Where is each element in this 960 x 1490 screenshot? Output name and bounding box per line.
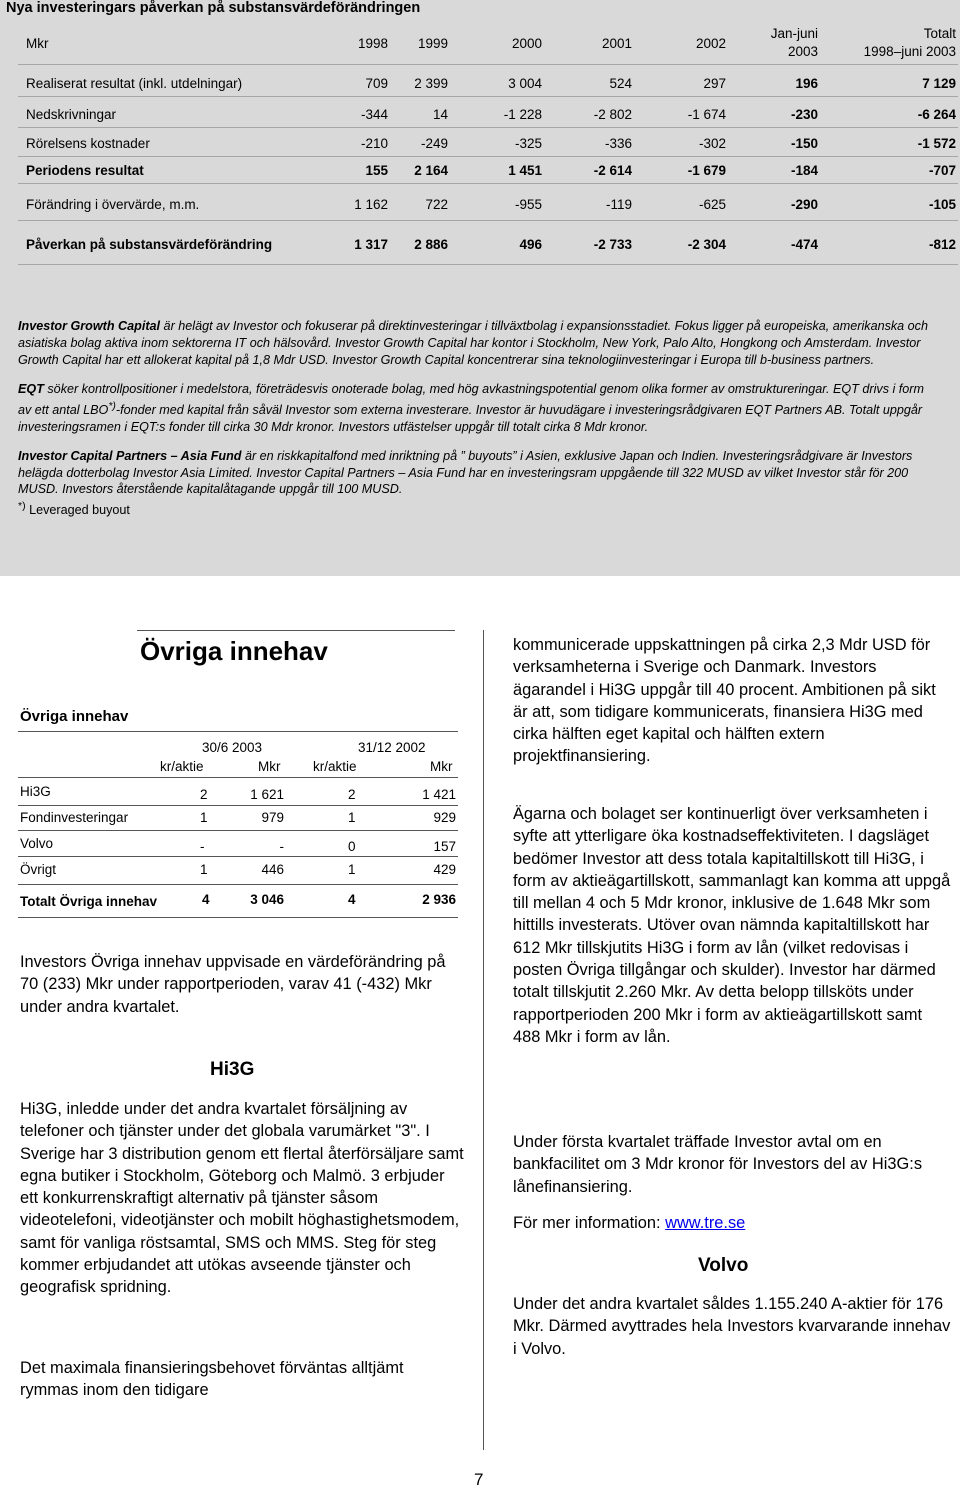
- cell: 709: [365, 76, 388, 91]
- cell: -1 572: [917, 136, 956, 151]
- more-info-label: För mer information:: [513, 1214, 666, 1232]
- row-label: Övrigt: [20, 862, 57, 877]
- cell: 1 162: [354, 197, 388, 212]
- table-title-ovriga: Övriga innehav: [20, 708, 129, 725]
- cell: 1 451: [508, 163, 542, 178]
- column-divider: [483, 630, 484, 1450]
- cell: 297: [703, 76, 726, 91]
- cell: 1: [200, 862, 208, 877]
- unit-header-kr-2: kr/aktie: [313, 759, 357, 774]
- note-eqt: [18, 381, 938, 436]
- row-rule: [18, 884, 458, 885]
- footnote-text: Leveraged buyout: [25, 503, 130, 518]
- row-label: Hi3G: [20, 784, 51, 799]
- ovriga-intro: Investors Övriga innehav uppvisade en värdeförändring på 70 (233) Mkr under rapportperioden, varav 41 (-432) Mkr under andra kvartalet.: [20, 953, 446, 1016]
- hi3g-paragraph-3: kommunicerade uppskattningen på cirka 2,3 Mdr USD för verksamheterna i Sverige och Danmark. Investors ägarandel i Hi3G uppgår till 40 procent. Ambitionen på sikt är att, som tidigare kommunicerats, finansiera Hi3G med cirka hälften eget kapital och hälften extern projektfinansiering.: [513, 636, 936, 766]
- page-number: 7: [474, 1470, 484, 1489]
- unit-header-mkr-2: Mkr: [430, 759, 453, 774]
- cell: -1 674: [687, 107, 726, 122]
- total-rule: [18, 917, 458, 918]
- cell: -230: [790, 107, 818, 122]
- cell: 524: [609, 76, 632, 91]
- table-title-rule: [18, 731, 458, 732]
- note-growth-capital-name: Investor Growth Capital: [18, 319, 161, 333]
- row-rule: [18, 805, 458, 806]
- header-2001: 2001: [601, 36, 632, 51]
- total-cell: 2 936: [422, 892, 456, 907]
- cell: 446: [261, 862, 284, 877]
- header-rule: [18, 64, 958, 65]
- cell: -2 802: [593, 107, 632, 122]
- more-info: [513, 1212, 953, 1234]
- investments-impact-table: [0, 0, 960, 300]
- cell: 2 399: [414, 76, 448, 91]
- cell: 7 129: [922, 76, 956, 91]
- cell: -184: [790, 163, 818, 178]
- section-heading-hi3g: Hi3G: [210, 1059, 255, 1080]
- cell: -150: [790, 136, 818, 151]
- header-1999: 1999: [417, 36, 448, 51]
- header-jan-juni-year: 2003: [787, 44, 818, 59]
- row-rule: [18, 830, 458, 831]
- cell: 2 164: [414, 163, 448, 178]
- cell: -: [200, 839, 205, 854]
- cell: 14: [432, 107, 448, 122]
- row-rule: [18, 127, 958, 128]
- header-2002: 2002: [695, 36, 726, 51]
- cell: -325: [514, 136, 542, 151]
- cell: -812: [928, 237, 956, 252]
- cell: 196: [795, 76, 818, 91]
- cell: -2 304: [687, 237, 726, 252]
- cell: -119: [605, 197, 632, 212]
- cell: -105: [928, 197, 956, 212]
- row-label: Volvo: [20, 836, 54, 851]
- note-eqt-text: söker kontrollpositioner i medelstora, företrädesvis onoterade bolag, med hög avkastningspotential genom olika former av omstruktureringar. EQT drivs i form av ett antal LBO: [18, 381, 924, 417]
- row-rule: [18, 183, 958, 184]
- cell: -1 228: [503, 107, 542, 122]
- cell: 0: [348, 839, 356, 854]
- cell: -2 733: [593, 237, 632, 252]
- cell: -: [279, 839, 284, 854]
- cell: -474: [790, 237, 818, 252]
- total-cell: 3 046: [250, 892, 284, 907]
- cell: 929: [433, 810, 456, 825]
- row-rule: [18, 856, 458, 857]
- row-label: Förändring i övervärde, m.m.: [26, 197, 200, 212]
- tre-se-link[interactable]: www.tre.se: [665, 1214, 746, 1232]
- hi3g-paragraph-2: Det maximala finansieringsbehovet förväntas alltjämt rymmas inom den tidigare: [20, 1359, 404, 1400]
- cell: 1 621: [250, 787, 284, 802]
- volvo-paragraph: Under det andra kvartalet såldes 1.155.240 A-aktier för 176 Mkr. Därmed avyttrades hela Investors kvarvarande innehav i Volvo.: [513, 1295, 951, 1358]
- cell: -1 679: [687, 163, 726, 178]
- section-heading-volvo: Volvo: [698, 1255, 749, 1276]
- investments-impact-box: [0, 0, 960, 576]
- header-1998: 1998: [357, 36, 388, 51]
- row-label: Realiserat resultat (inkl. utdelningar): [26, 76, 243, 91]
- cell: -6 264: [917, 107, 956, 122]
- cell: 1 421: [422, 787, 456, 802]
- cell: 2: [200, 787, 208, 802]
- heading-rule: [137, 630, 455, 631]
- cell: -210: [360, 136, 388, 151]
- cell: -955: [514, 197, 542, 212]
- note-asia-fund-text: är en riskkapitalfond med inriktning på ” buyouts” i Asien, exklusive Japan och Indien. Investeringsrådgivare är Investors helägda dotterbolag Investor Asia Limited. Investor Capital Partners – Asia Fund har en investeringsram uppgående till 322 MUSD av vilket Investor står för 200 MUSD. Investors återstående kapitalåtagande uppgår till 100 MUSD.: [18, 448, 913, 497]
- row-label: Nedskrivningar: [26, 107, 117, 122]
- cell: 155: [365, 163, 388, 178]
- cell: 1 317: [354, 237, 388, 252]
- footnote-mark: *): [18, 500, 26, 513]
- note-eqt-footnote-mark: *): [108, 399, 116, 412]
- box-title: Nya investeringars påverkan på substansvärdeförändringen: [6, 0, 421, 16]
- unit-header-kr-1: kr/aktie: [160, 759, 204, 774]
- cell: -344: [360, 107, 388, 122]
- cell: -290: [790, 197, 818, 212]
- investment-notes: [18, 318, 938, 519]
- header-mkr: Mkr: [26, 36, 49, 51]
- header-rule: [18, 777, 458, 778]
- row-label: Rörelsens kostnader: [26, 136, 150, 151]
- cell: -2 614: [593, 163, 632, 178]
- hi3g-paragraph-1: Hi3G, inledde under det andra kvartalet försäljning av telefoner och tjänster under det globala varumärket "3". I Sverige har 3 distribution genom ett flertal återförsäljare samt egna butiker i Stockholm, Göteborg och Malmö. 3 erbjuder ett konkurrenskraftigt alternativ på tjänster såsom videotelefoni, videotjänster och mobilt höghastighetsmodem, samt för vanliga röstsamtal, SMS och MMS. Steg för steg kommer erbjudandet att utökas avseende tjänster och geografisk spridning.: [20, 1100, 464, 1297]
- cell: 1: [200, 810, 208, 825]
- cell: 1: [348, 862, 356, 877]
- row-label: Fondinvesteringar: [20, 810, 129, 825]
- hi3g-paragraph-4: Ägarna och bolaget ser kontinuerligt över verksamheten i syfte att ytterligare öka kostnadseffektiviteten. I dagsläget bedömer Investor att dess totala kapitaltillskott till Hi3G, i form av aktieägartillskott, sammanlagt kan komma att uppgå till mellan 4 och 5 Mdr kronor, inklusive de 1.648 Mkr som hittills investerats. Utöver ovan nämnda kapitaltillskott har 612 Mkr tillskjutits Hi3G i form av lån (vilket redovisas i posten Övriga tillgångar och skulder). Investor har därmed totalt tillskjutit 2.260 Mkr. Av detta belopp tillsköts under rapportperioden 200 Mkr i form av aktieägartillskott samt 488 Mkr i form av lån.: [513, 805, 951, 1046]
- note-eqt-name: EQT: [18, 381, 44, 396]
- cell: 1: [348, 810, 356, 825]
- row-rule: [18, 220, 958, 221]
- section-heading-ovriga: Övriga innehav: [140, 636, 328, 666]
- note-asia-fund-name: Investor Capital Partners – Asia Fund: [18, 448, 242, 463]
- cell: -336: [604, 136, 632, 151]
- cell: 979: [261, 810, 284, 825]
- cell: 3 004: [508, 76, 542, 91]
- footnote: [18, 498, 938, 519]
- row-rule: [18, 264, 958, 265]
- period-header-1: 30/6 2003: [202, 740, 263, 755]
- row-rule: [18, 96, 958, 97]
- period-header-2: 31/12 2002: [358, 740, 426, 755]
- header-totalt-period: 1998–juni 2003: [863, 44, 956, 59]
- unit-header-mkr-1: Mkr: [258, 759, 281, 774]
- row-label: Periodens resultat: [26, 163, 144, 178]
- row-label: Påverkan på substansvärdeförändring: [26, 237, 273, 252]
- cell: -249: [420, 136, 448, 151]
- total-cell: 4: [202, 892, 210, 907]
- cell: 2: [348, 787, 356, 802]
- cell: 722: [425, 197, 448, 212]
- cell: -625: [698, 197, 726, 212]
- cell: 496: [519, 237, 542, 252]
- note-growth-capital-text: är helägt av Investor och fokuserar på direktinvesteringar i tillväxtbolag i expansionsstadiet. Fokus ligger på europeiska, amerikanska och asiatiska bolag aktiva inom sektorerna IT och hälsovård. Investor Growth Capital har kontor i Stockholm, New York, Palo Alto, Hongkong och Amsterdam. Investor Growth Capital har ett allokerat kapital på 1,8 Mdr USD. Investor Growth Capital koncentrerar sina teknologiinvesteringar i Europa till b-business partners.: [18, 319, 928, 367]
- header-2000: 2000: [511, 36, 542, 51]
- note-growth-capital: [18, 318, 938, 369]
- header-jan-juni: Jan-juni: [770, 26, 818, 41]
- header-totalt: Totalt: [923, 26, 956, 41]
- cell: 429: [433, 862, 456, 877]
- hi3g-paragraph-5: Under första kvartalet träffade Investor avtal om en bankfacilitet om 3 Mdr kronor för Investors del av Hi3G:s lånefinansiering.: [513, 1133, 923, 1196]
- note-eqt-text-2: -fonder med kapital från såväl Investor som externa investerare. Investor är huvudägare i investeringsrådgivaren EQT Partners AB. Totalt uppgår investeringsramen i EQT:s fonder till cirka 30 Mdr kronor. Investors utfästelser uppgår till totalt cirka 8 Mdr kronor.: [18, 402, 923, 434]
- cell: -707: [928, 163, 956, 178]
- row-rule: [18, 156, 958, 157]
- note-asia-fund: [18, 448, 938, 499]
- cell: -302: [698, 136, 726, 151]
- total-label: Totalt Övriga innehav: [20, 894, 158, 909]
- total-cell: 4: [348, 892, 356, 907]
- cell: 157: [433, 839, 456, 854]
- cell: 2 886: [414, 237, 448, 252]
